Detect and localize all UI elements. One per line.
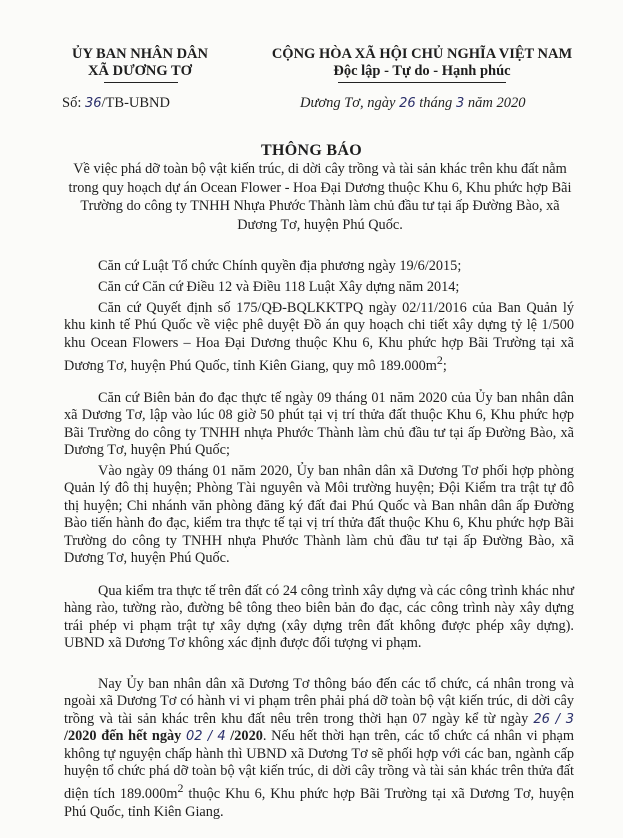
nation-line-1: CỘNG HÒA XÃ HỘI CHỦ NGHĨA VIỆT NAM xyxy=(271,46,573,62)
handwritten-end-date: 02 / 4 xyxy=(185,729,226,745)
org-line-1: ỦY BAN NHÂN DÂN xyxy=(71,46,208,62)
national-heading xyxy=(232,46,612,80)
handwritten-month: 3 xyxy=(455,96,465,111)
nation-line-2: Độc lập - Tự do - Hạnh phúc xyxy=(333,63,511,79)
org-line-2: XÃ DƯƠNG TƠ xyxy=(88,63,192,79)
handwritten-day: 26 xyxy=(399,96,416,111)
legal-basis-2: Căn cứ Căn cứ Điều 12 và Điều 118 Luật Xây dựng năm 2014; xyxy=(98,279,460,295)
handwritten-start-date: 26 / 3 xyxy=(533,711,574,727)
legal-basis-3: Căn cứ Quyết định số 175/QĐ-BQLKKTPQ ngày 02/11/2016 của Ban Quản lý khu kinh tế Phú Quốc về việc phê duyệt Đồ án quy hoạch chi tiết xây dựng tỷ lệ 1/500 khu Ocean Flowers – Hoa Đại Dương thuộc Khu 6, Khu phức hợp Bãi Trường tại xã Dương Tơ, huyện Phú Quốc, tỉnh Kiên Giang, quy mô $189.000m^2$; xyxy=(64,300,574,374)
document-date: Dương Tơ, ngày 26 tháng 3 năm 2020 xyxy=(300,95,526,111)
document-title: THÔNG BÁO xyxy=(261,142,362,159)
document-number: Số: 36/TB-UBND xyxy=(62,95,170,111)
legal-basis-4: Căn cứ Biên bản đo đạc thực tế ngày 09 tháng 01 năm 2020 của Ủy ban nhân dân xã Dương Tơ, lập vào lúc 08 giờ 50 phút tại vị trí thửa đất thuộc Khu 6, Khu phức hợp Bãi Trường do công ty TNHH nhựa Phước Thành làm chủ đầu tư tại ấp Đường Bào, xã Dương Tơ, huyện Phú Quốc; xyxy=(64,390,574,459)
inspection-paragraph: Vào ngày 09 tháng 01 năm 2020, Ủy ban nhân dân xã Dương Tơ phối hợp phòng Quản lý đô thị huyện; Phòng Tài nguyên và Môi trường huyện; Đội Kiểm tra trật tự đô thị huyện; Chi nhánh văn phòng đăng ký đất đai Phú Quốc và Ban nhân dân ấp Đường Bào tiến hành đo đạc, kiểm tra thực tế tại vị trí thửa đất thuộc Khu 6, Khu phức hợp Bãi Trường do công ty TNHH nhựa Phước Thành làm chủ đầu tư tại ấp Đường Bào, xã Dương Tơ, huyện Phú Quốc. xyxy=(64,463,574,567)
notice-paragraph: Nay Ủy ban nhân dân xã Dương Tơ thông báo đến các tổ chức, cá nhân trong và ngoài xã Dương Tơ có hành vi vi phạm trên phải phá dỡ toàn bộ vật kiến trúc, di dời cây trồng và tài sản khác trên khu đất nêu trên trong thời hạn 07 ngày kể từ ngày 26 / 3 /2020 đến hết ngày 02 / 4 /2020. Nếu hết thời hạn trên, các tổ chức cá nhân vi phạm không tự nguyện chấp hành thì UBND xã Dương Tơ sẽ phối hợp với các ban, ngành cấp huyện tổ chức phá dỡ toàn bộ vật kiến trúc, di dời cây trồng và tài sản khác trên thửa đất diện tích $189.000m^2$ thuộc Khu 6, Khu phức hợp Bãi Trường tại xã Dương Tơ, huyện Phú Quốc, tỉnh Kiên Giang. xyxy=(64,676,574,820)
issuing-authority xyxy=(40,46,240,80)
legal-basis-1: Căn cứ Luật Tổ chức Chính quyền địa phương ngày 19/6/2015; xyxy=(98,258,462,274)
findings-paragraph: Qua kiểm tra thực tế trên đất có 24 công trình xây dựng và các công trình khác như hàng rào, tường rào, đường bê tông theo biên bản đo đạc, các công trình này xây dựng trái phép vi phạm trật tự xây dựng (xây dựng trên đất không được phép xây dựng). UBND xã Dương Tơ không xác định được đối tượng vi phạm. xyxy=(64,583,574,652)
motto-underline xyxy=(338,82,506,83)
handwritten-number: 36 xyxy=(84,96,102,111)
org-underline xyxy=(104,82,178,83)
document-subject: Về việc phá dỡ toàn bộ vật kiến trúc, di dời cây trồng và tài sản khác trên khu đất nằm trong quy hoạch dự án Ocean Flower - Hoa Đại Dương thuộc Khu 6, Khu phức hợp Bãi Trường do công ty TNHH Nhựa Phước Thành làm chủ đầu tư tại ấp Đường Bào, xã Dương Tơ, huyện Phú Quốc. xyxy=(68,161,572,233)
